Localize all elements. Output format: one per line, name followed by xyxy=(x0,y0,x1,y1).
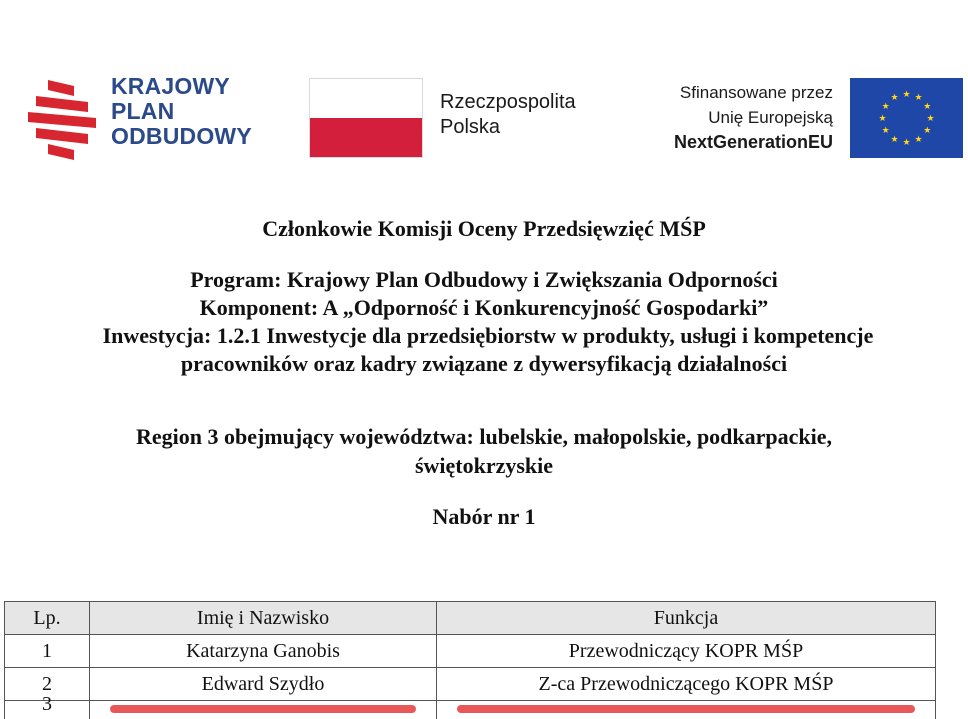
cell-lp: 3 xyxy=(5,701,90,719)
inwestycja-line: Inwestycja: 1.2.1 Inwestycje dla przedsiębiorstw w produkty, usługi i kompetencje xyxy=(102,323,874,348)
table-header-row xyxy=(5,602,936,635)
eu-star-icon: ★ xyxy=(914,93,923,104)
cell-name: Katarzyna Ganobis xyxy=(90,635,437,668)
redaction-mark xyxy=(457,705,915,713)
kpo-line-1: KRAJOWY xyxy=(111,73,230,99)
eu-star-icon: ★ xyxy=(890,134,899,145)
program-line: Program: Krajowy Plan Odbudowy i Zwiększania Odporności xyxy=(190,267,778,292)
poland-flag-icon xyxy=(309,78,423,158)
header-name: Imię i Nazwisko xyxy=(90,602,437,635)
eu-star-icon: ★ xyxy=(923,102,932,112)
nabor-heading: Nabór nr 1 xyxy=(432,504,536,529)
eu-star-icon: ★ xyxy=(923,126,932,136)
kpo-bar-2 xyxy=(36,96,88,112)
eu-star-icon: ★ xyxy=(890,93,899,104)
eu-star-icon: ★ xyxy=(902,90,911,100)
kpo-line-3: ODBUDOWY xyxy=(111,123,252,149)
region-line-2: świętokrzyskie xyxy=(414,453,554,478)
kpo-bar-3 xyxy=(28,112,96,128)
rp-line-1: Rzeczpospolita xyxy=(440,91,576,113)
redaction-mark xyxy=(110,705,416,713)
kpo-logo-text xyxy=(111,74,252,149)
program-block xyxy=(0,266,968,378)
eu-flag-icon xyxy=(850,78,963,158)
logo-strip xyxy=(0,72,968,168)
table-row xyxy=(5,668,936,701)
cell-function: Przewodniczący KOPR MŚP xyxy=(437,635,936,668)
header-lp: Lp. xyxy=(5,602,90,635)
kpo-bar-5 xyxy=(48,144,74,160)
eu-star-icon: ★ xyxy=(881,102,890,112)
inwestycja-line-2: pracowników oraz kadry związane z dywersyfikacją działalności xyxy=(180,351,788,376)
komponent-line: Komponent: A „Odporność i Konkurencyjność Gospodarki” xyxy=(199,295,769,320)
kpo-bar-1 xyxy=(48,80,74,96)
cell-function-redacted xyxy=(437,701,936,719)
table-row-redacted xyxy=(5,701,936,719)
region-block xyxy=(0,422,968,480)
document-title: Członkowie Komisji Oceny Przedsięwzięć MŚP xyxy=(262,216,706,241)
kpo-bar-4 xyxy=(36,128,88,144)
eu-star-icon: ★ xyxy=(926,114,935,124)
kpo-logo-icon xyxy=(26,78,98,160)
eu-line-3: NextGenerationEU xyxy=(673,132,833,152)
eu-star-icon: ★ xyxy=(902,138,911,148)
eu-star-icon: ★ xyxy=(914,134,923,145)
rzeczpospolita-polska-text xyxy=(440,90,576,140)
committee-table xyxy=(4,601,936,719)
cell-lp: 2 xyxy=(5,668,90,701)
cell-name-redacted xyxy=(90,701,437,719)
header-function: Funkcja xyxy=(437,602,936,635)
eu-star-icon: ★ xyxy=(881,126,890,136)
eu-star-icon: ★ xyxy=(878,114,887,124)
kpo-line-2: PLAN xyxy=(111,98,175,124)
cell-lp: 1 xyxy=(5,635,90,668)
eu-line-1: Sfinansowane przez xyxy=(679,83,833,102)
rp-line-2: Polska xyxy=(440,116,501,138)
region-line-1: Region 3 obejmujący województwa: lubelskie, małopolskie, podkarpackie, xyxy=(135,424,833,449)
cell-function: Z-ca Przewodniczącego KOPR MŚP xyxy=(437,668,936,701)
eu-line-2: Unię Europejską xyxy=(708,108,833,127)
eu-funding-text xyxy=(674,80,833,155)
table-row xyxy=(5,635,936,668)
cell-name: Edward Szydło xyxy=(90,668,437,701)
